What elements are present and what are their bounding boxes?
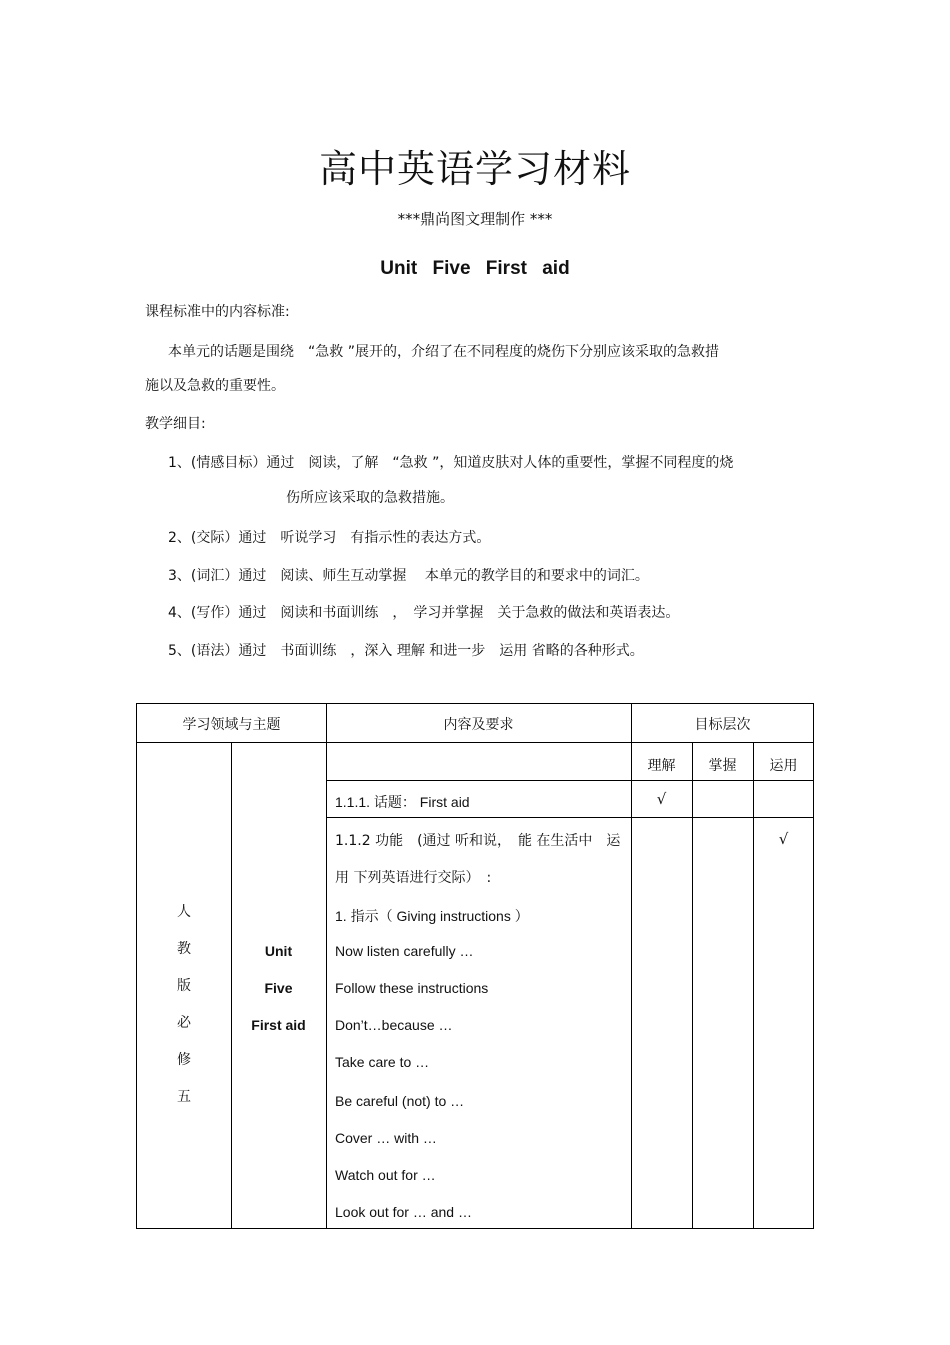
- curriculum-table: [136, 703, 814, 1229]
- expression-item: Take care to …: [335, 1054, 430, 1070]
- expression-item: Cover … with …: [335, 1130, 437, 1146]
- expression-item: Now listen carefully …: [335, 943, 474, 959]
- grid-line: [326, 704, 327, 1228]
- header-apply: 运用: [769, 758, 798, 774]
- expression-item: Follow these instructions: [335, 980, 489, 996]
- header-content: 内容及要求: [443, 717, 514, 733]
- objective-4: 4、(写作）通过 阅读和书面训练 ， 学习并掌握 关于急救的做法和英语表达。: [168, 605, 680, 621]
- grid-line: [753, 743, 754, 1228]
- expression-item: Don’t…because …: [335, 1017, 453, 1033]
- unit-title: Unit Five First aid: [380, 258, 570, 279]
- grid-line: [326, 780, 813, 781]
- objective-5: 5、(语法）通过 书面训练 ，深入 理解 和进一步 运用 省略的各种形式。: [168, 643, 644, 659]
- book-char: 版: [177, 978, 191, 994]
- standards-line-1: 本单元的话题是围绕 “急救 ”展开的，介绍了在不同程度的烧伤下分别应该采取的急救措: [168, 344, 719, 360]
- standards-line-2: 施以及急救的重要性。: [145, 378, 285, 394]
- unit-label: [231, 933, 326, 1044]
- objectives-label: 教学细目:: [145, 416, 206, 432]
- header-understand: 理解: [647, 758, 676, 774]
- objective-1-line-2: 伤所应该采取的急救措施。: [286, 490, 454, 506]
- topic-row-text: 1.1.1. 话题： First aid: [335, 794, 470, 810]
- book-char: 五: [177, 1089, 191, 1105]
- header-domain: 学习领域与主题: [182, 717, 281, 733]
- grid-line: [692, 743, 693, 1228]
- standards-label: 课程标准中的内容标准:: [145, 304, 290, 320]
- unit-label-line: First aid: [251, 1017, 306, 1033]
- expression-item: Be careful (not) to …: [335, 1093, 465, 1109]
- apply-check-mark: √: [778, 830, 789, 848]
- book-char: 修: [177, 1052, 191, 1068]
- header-level: 目标层次: [694, 717, 751, 733]
- grid-line: [631, 704, 632, 1228]
- document-title: 高中英语学习材料: [318, 147, 631, 191]
- understand-check-mark: √: [656, 790, 667, 808]
- expression-item: Look out for … and …: [335, 1204, 472, 1220]
- book-char: 人: [177, 904, 191, 920]
- function-line-1: 1.1.2 功能 (通过 听和说， 能 在生活中 运: [335, 833, 621, 849]
- function-line-2: 用 下列英语进行交际） :: [335, 870, 492, 886]
- book-char: 教: [177, 941, 191, 957]
- book-label: [137, 894, 231, 1116]
- objective-1-line-1: 1、(情感目标）通过 阅读，了解 “急救 ”，知道皮肤对人体的重要性，掌握不同程度的烧: [168, 455, 734, 471]
- objective-2: 2、(交际）通过 听说学习 有指示性的表达方式。: [168, 530, 491, 546]
- book-char: 必: [177, 1015, 191, 1031]
- document-subtitle: ***鼎尚图文理制作 ***: [397, 210, 553, 228]
- function-line-3: 1. 指示（ Giving instructions ）: [335, 908, 529, 924]
- objective-3: 3、(词汇）通过 阅读、师生互动掌握 本单元的教学目的和要求中的词汇。: [168, 568, 649, 584]
- grid-line: [137, 742, 813, 743]
- expression-item: Watch out for …: [335, 1167, 436, 1183]
- unit-label-line: Unit: [264, 943, 293, 959]
- unit-label-line: Five: [264, 980, 293, 996]
- grid-line: [326, 817, 813, 818]
- header-master: 掌握: [708, 758, 737, 774]
